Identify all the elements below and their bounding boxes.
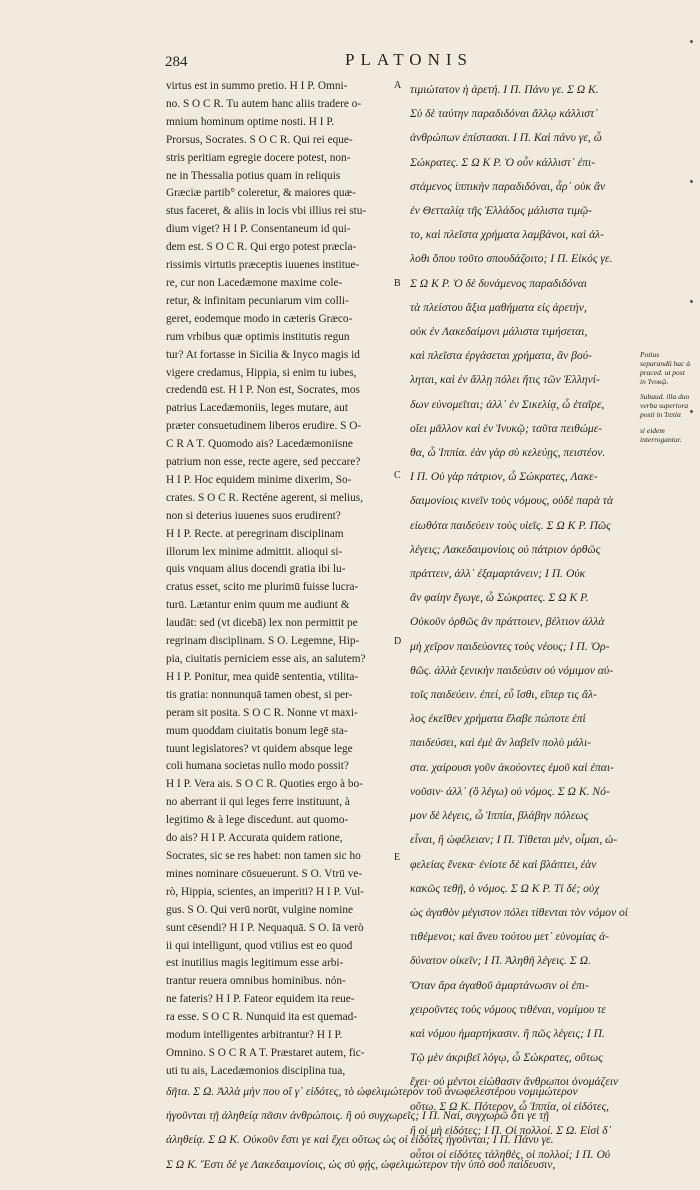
greek-text-line: ἔχει· οὐ μέντοι εἰώθασιν ἄνθρωποι ὀνομάζειν [410,1075,619,1089]
greek-text-line: καὶ πλεῖστα ἐργάσεται χρήματα, ἂν βού- [410,349,592,363]
gutter-mark [690,410,693,413]
greek-text-line: δῆτα. Σ Ω. Ἀλλὰ μὴν που οἵ γ᾽ εἰδότες, τὸ ὠφελιμώτερον τοῦ ἀνωφελεστέρου νομιμώτερον [166,1085,578,1098]
greek-text-line: Σὺ δὲ ταύτην παραδιδόναι ἄλλῳ κάλλιστ᾽ [410,107,599,121]
latin-text-line: rum vrbibus quæ optimis institutis regun [166,330,350,343]
greek-text-line: δαιμονίοις κινεῖν τοὺς νόμους, οὐδὲ παρὰ τὰ [410,494,613,508]
latin-text-line: legitimo & à lege discedunt. aut quomo- [166,814,349,827]
latin-text-line: virtus est in summo pretio. H I P. Omni- [166,80,348,92]
latin-text-line: tuunt legislatores? vt quidem absque lege [166,742,353,755]
greek-text-line: μὴ χεῖρον παιδεύοντες τοὺς νέους; Ι Π. Ὀρ- [410,639,610,653]
latin-text-line: mines nominare cōsueuerunt. S O. Vtrū ve- [166,867,363,880]
latin-text-line: no aberrant ii qui leges ferre instituunt, à [166,796,350,809]
page-number: 284 [165,54,188,70]
latin-text-line: Omnino. S O C R A T. Præstaret autem, fic- [166,1046,365,1059]
greek-text-line: ἂν φαίην ἔγωγε, ὦ Σώκρατες. Σ Ω Κ Ρ. [410,591,589,605]
greek-text-line: χειροῦντες τοὺς νόμους τιθέναι, νομίμου τε [410,1002,606,1016]
gutter-mark [690,300,693,303]
greek-text-line: λος ἐκεῖθεν χρήματα ἔλαβε πώποτε ἐπὶ [410,712,586,726]
greek-text-line: Σώκρατες. Σ Ω Κ Ρ. Ὁ οὖν κάλλιστ᾽ ἐπι- [410,155,596,169]
latin-text-line: dem est. S O C R. Qui ergo potest præcla- [166,241,357,254]
margin-note: si eidem interrogantur. [640,426,682,444]
latin-text-line: re, cur non Lacedæmone maxime cole- [166,276,343,289]
margin-note: Potius separandū hac à praced. ut post in Ἰνυκῷ. [640,350,690,386]
latin-text-line: pia, ciuitatis perniciem esse ais, an salutem? [166,653,366,665]
latin-text-line: coli humana societas nullo modo possit? [166,760,349,773]
greek-text-line: δων εὐνομεῖται; ἀλλ᾽ ἐν Σικελίᾳ, ὦ ἑταῖρε, [410,397,605,411]
greek-text-line: πράττειν, ἀλλ᾽ ἐξαμαρτάνειν; Ι Π. Οὐκ [410,567,586,581]
greek-text-line: ὡς ἀγαθὸν μέγιστον πόλει τίθενται τὸν νόμον οἱ [410,905,629,919]
greek-text-line: δύνατον οἰκεῖν; Ι Π. Ἀληθῆ λέγεις. Σ Ω. [410,954,591,968]
greek-text-line: στάμενος ἱππικὴν παραδιδόναι, ἆρ᾽ οὐκ ἂν [410,179,606,193]
latin-text-line: H I P. Vera ais. S O C R. Quoties ergo à bo- [166,778,363,791]
latin-text-line: ne fateris? H I P. Fateor equidem ita reue- [166,993,355,1006]
greek-text-line: ἀληθείᾳ. Σ Ω Κ. Οὐκοῦν ἔστι γε καὶ ἔχει οὕτως ὡς οἱ εἰδότες ἡγοῦνται; Ι Π. Πάνυ γε. [166,1133,554,1147]
margin-note: Subaud. illa duo verba superiora posti in Ἱππία [640,392,690,419]
greek-text-line: ἀνθρώπων ἐπίστασαι. Ι Π. Καὶ πάνυ γε, ὦ [410,131,602,145]
latin-text-line: no. S O C R. Tu autem hanc aliis tradere o- [166,97,362,110]
greek-text-line: ἡγοῦνται τῇ ἀληθείᾳ πᾶσιν ἀνθρώποις. ἢ οὐ συγχωρεῖς; Ι Π. Ναί, συγχωρῶ ὅτι γε τῇ [166,1109,550,1123]
greek-text-line: Τῷ μὲν ἀκριβεῖ λόγῳ, ὦ Σώκρατες, οὕτως [410,1051,603,1065]
greek-text-line: Ὅταν ἄρα ἀγαθοῦ ἁμαρτάνωσιν οἱ ἐπι- [410,978,589,992]
gutter-mark [690,180,693,183]
greek-text-line: ἢ οἱ μὴ εἰδότες; Ι Π. Οἱ πολλοί. Σ Ω. Εἰσὶ δ᾽ [410,1123,612,1137]
section-letter-b: B [394,278,401,289]
latin-text-line: illorum lex minime admittit. alioqui si- [166,545,343,558]
gutter-mark [690,40,693,43]
section-letter-a: A [394,80,402,91]
latin-text-line: H I P. Recte. at peregrinam disciplinam [166,527,344,540]
greek-text-line: φελείας ἕνεκα· ἐνίοτε δὲ καὶ βλάπτει, ἐὰν [410,857,597,871]
latin-text-line: retur, & infinitam pecuniarum vim colli- [166,294,349,307]
latin-text-line: tis gratia: nonnunquā tamen obest, si per- [166,688,353,701]
latin-text-line: gus. S O. Qui verū norūt, vulgine nomine [166,903,354,916]
latin-text-line: est inutilius magis legitimum esse arbi- [166,957,344,970]
greek-text-line: Σ Ω Κ Ρ. Ὁ δὲ δυνάμενος παραδιδόναι [410,276,588,290]
latin-text-line: non si deterius iuuenes suos erudirent? [166,509,341,522]
latin-text-line: quis vnquam alius docendi gratia ibi lu- [166,563,346,576]
latin-text-line: geret, eodemque modo in cæteris Græco- [166,312,353,325]
greek-text-line: Ι Π. Οὐ γὰρ πάτριον, ὦ Σώκρατες, Λακε- [410,470,598,484]
latin-text-line: cratus esset, scito me plurimū fuisse lucra- [166,581,359,594]
latin-text-line: præter consuetudinem liberos erudire. S O- [166,420,362,433]
running-head: PLATONIS [345,50,473,69]
latin-column [166,78,388,1081]
latin-text-line: sunt cēsendi? H I P. Nequaquā. S O. Iā verò [166,921,364,934]
greek-text-line: θα, ὦ Ἱππία. ἐὰν γὰρ σὺ κελεύῃς, πειστέον. [410,446,606,460]
latin-text-line: peram sit posita. S O C R. Nonne vt maxi- [166,706,358,719]
latin-text-line: crates. S O C R. Recténe agerent, si melius, [166,491,364,504]
latin-text-line: H I P. Hoc equidem minime dixerim, So- [166,473,352,486]
greek-text-line: Οὐκοῦν ὀρθῶς ἂν πράττοιεν, βέλτιον ἀλλὰ [410,615,605,629]
greek-text-line: οὗτοι οἱ εἰδότες τἀληθὲς, οἱ πολλοί; Ι Π. Οὐ [410,1147,611,1161]
latin-text-line: dium viget? H I P. Consentaneum id qui- [166,223,351,236]
latin-text-line: ne in Thessalia potius quam in reliquis [166,169,341,182]
latin-text-line: patrium non esse, recte agere, sed peccare? [166,456,361,469]
greek-text-line: εἰωθότα παιδεύειν τοὺς υἱεῖς. Σ Ω Κ Ρ. Πῶς [410,518,611,532]
greek-text-line: ἐν Θετταλίᾳ τῆς Ἑλλάδος μάλιστα τιμῷ- [410,204,593,218]
latin-text-line: trantur reuera omnibus hominibus. nón- [166,975,346,988]
latin-text-line: tur? At fortasse in Sicilia & Inyco magis id [166,348,360,361]
greek-text-line: καὶ νόμου ἡμαρτήκασιν. ἢ πῶς λέγεις; Ι Π. [410,1026,605,1040]
greek-text-line: στα. χαίρουσι γοῦν ἀκούοντες ἐμοῦ καὶ ἐπαι- [410,760,614,774]
greek-text-line: Σ Ω Κ. Ἔστι δέ γε Λακεδαιμονίοις, ὡς σὺ φῄς, ὠφελιμώτερον τὴν ὑπὸ σοῦ παίδευσιν, [166,1157,556,1171]
latin-text-line: mnium hominum optime nosti. H I P. [166,115,335,128]
latin-text-line: ra esse. S O C R. Nunquid ita est quemad- [166,1011,358,1024]
greek-text-line: τιθέμενοι; καὶ ἄνευ τούτου μετ᾽ εὐνομίας ἀ- [410,930,609,944]
greek-text-line: το, καὶ πλεῖστα χρήματα λαμβάνοι, καὶ ἀλ- [410,228,604,242]
latin-text-line: stus faceret, & aliis in locis vbi illius rei stu- [166,205,367,218]
greek-text-line: μον δὲ λέγεις, ὦ Ἱππία, βλάβην πόλεως [410,809,589,823]
latin-text-line: H I P. Ponitur, mea quidē sententia, vtilita- [166,670,359,683]
latin-text-line: vigere credamus, Hippia, si enim tu iubes, [166,366,357,379]
latin-text-line: turū. Lætantur enim quum me audiunt & [166,599,350,612]
section-letter-d: D [394,636,402,647]
greek-text-line: νοῦσιν· ἀλλ᾽ (ὃ λέγω) οὐ νόμος. Σ Ω Κ. Νό- [410,784,610,798]
latin-text-line: credendū est. H I P. Non est, Socrates, mos [166,384,360,397]
greek-text-line: οὕτω. Σ Ω Κ. Πότερον, ὦ Ἱππία, οἱ εἰδότες, [410,1099,610,1113]
greek-text-line: λοθι ὅπου τοῦτο σπουδάζοιτο; Ι Π. Εἰκός γε. [410,252,613,266]
greek-text-line: ληται, καὶ ἐν ἄλλῃ πόλει ἥτις τῶν Ἑλληνί- [410,373,600,387]
greek-text-line: οἴει μᾶλλον καὶ ἐν Ἰνυκῷ; ταῦτα πειθώμε- [410,421,603,435]
greek-text-line: τὰ πλείστου ἄξια μαθήματα εἰς ἀρετήν, [410,300,587,314]
latin-text-line: Prorsus, Socrates. S O C R. Qui rei eque- [166,133,353,146]
greek-text-line: οὐκ ἐν Λακεδαίμονι μάλιστα τιμήσεται, [410,325,588,339]
section-letter-c: C [394,470,401,481]
latin-text-line: uti tu ais, Lacedæmonios disciplina tua, [166,1064,346,1077]
latin-text-line: laudāt: sed (vt dicebā) lex non permittit pe [166,617,358,630]
latin-text-line: Socrates, sic se res habet: non tamen sic ho [166,849,361,862]
latin-text-line: C R A T. Quomodo ais? Lacedæmoniisne [166,438,353,451]
latin-text-line: regrinam disciplinam. S O. Legemne, Hip- [166,635,360,648]
greek-text-line: κακῶς τεθῇ, ὁ νόμος. Σ Ω Κ Ρ. Τί δέ; οὐχ [410,881,600,895]
latin-text-line: modum intelligentes arbitrantur? H I P. [166,1029,343,1042]
latin-text-line: mum quoddam ciuitatis bonum legē sta- [166,724,348,737]
latin-text-line: rò, Hippia, scientes, an imperiti? H I P. Vul- [166,885,365,898]
latin-text-line: do ais? H I P. Accurata quidem ratione, [166,832,343,845]
latin-text-line: Græciæ partib° coleretur, & maiores quæ- [166,187,356,200]
section-letter-e: E [394,852,401,863]
greek-text-line: τοῖς παιδεύειν. ἐπεί, εὖ ἴσθι, εἴπερ τις ἄλ- [410,688,597,702]
greek-text-line: λέγεις; Λακεδαιμονίοις οὐ πάτριον ὀρθῶς [410,542,601,556]
greek-text-line: θῶς. ἀλλὰ ξενικὴν παιδεύσιν οὐ νόμιμον αὐ- [410,663,614,677]
latin-text-line: stris peritiam egregie docere potest, non- [166,151,351,164]
latin-text-line: rissimis virtutis præceptis iuuenes institue- [166,259,360,272]
greek-text-line: εἶναι, ἢ ὠφέλειαν; Ι Π. Τίθεται μέν, οἶμαι, ὠ- [410,833,618,847]
latin-text-line: patrius Lacedæmoniis, leges mutare, aut [166,402,348,415]
latin-text-line: ii qui intelligunt, quod vtilius est eo quod [166,939,353,952]
greek-text-line: παιδεύσει, καὶ ἐμὲ ἂν λαβεῖν πολὺ μάλι- [410,736,592,750]
greek-text-line: τιμιώτατον ἡ ἀρετή. Ι Π. Πάνυ γε. Σ Ω Κ. [410,83,599,96]
